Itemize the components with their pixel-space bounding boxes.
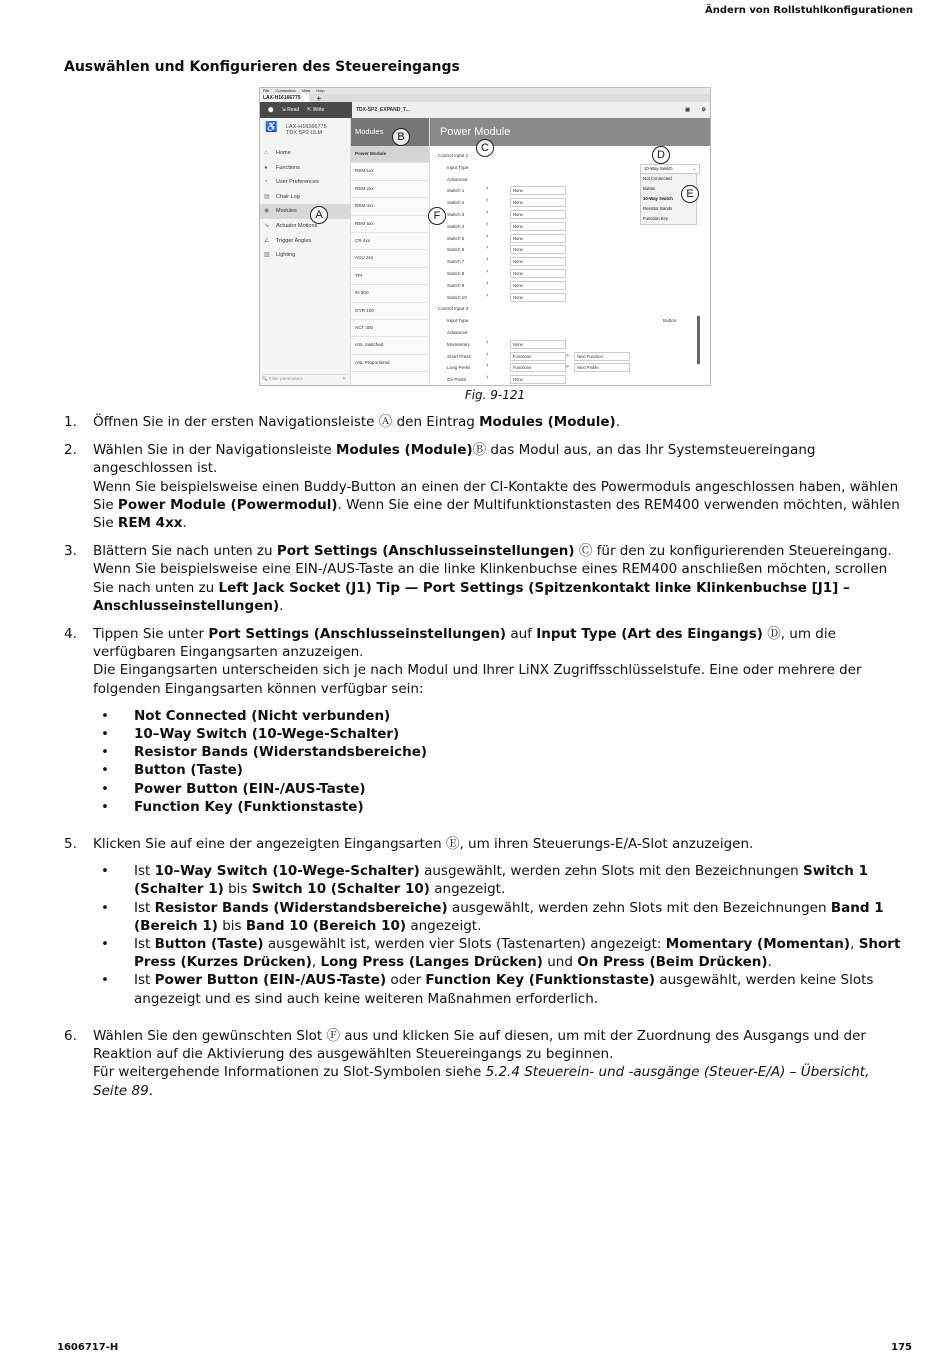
parameter-label: Switch 6 [447,247,465,253]
nav-chair-log: ▤ Chair Log [260,190,350,205]
parameter-row [430,244,700,256]
parameter-label: Long Press [447,365,471,371]
option-resistor-bands: Resistor Bands [643,206,673,211]
chevron-right-icon: › [486,338,489,346]
parameter-value: None [510,340,566,349]
parameter-value: None [510,210,566,219]
nav-trigger-angles: ∠ Trigger Angles [260,234,350,249]
main-heading: Power Module [430,118,710,146]
parameter-row [430,315,700,327]
option-function-key: Function Key [643,216,669,221]
parameter-label: Short Press [447,353,471,359]
parameter-label: Switch 9 [447,282,465,288]
chevron-right-icon: › [486,362,489,370]
figure-caption: Fig. 9-121 [464,388,526,402]
parameter-row [430,280,700,292]
module-item: TPI [351,268,429,285]
arrow-icon: > [566,352,569,359]
menu-view: View [301,88,311,93]
chevron-right-icon: › [486,256,489,264]
document-icon: ▣ [685,107,690,113]
parameter-label: On Press [447,377,467,383]
modules-icon: ◉ [264,208,270,215]
module-item: ACT 400 [351,320,429,337]
wheelchair-icon: ♿ [265,122,278,133]
parameter-label: Advanced [447,176,468,182]
parameter-value: None [510,234,566,243]
parameter-row [430,292,700,304]
chevron-right-icon: › [486,232,489,240]
filter-input: 🔍 Filter parameters ✕ [262,376,346,381]
figure-modules-list [351,118,430,385]
nav-functions: ● Functions [260,161,350,176]
parameter-label: Switch 5 [447,235,465,241]
parameter-group [430,303,700,315]
parameter-value: Functions [510,363,566,372]
parameter-row [430,339,700,351]
step-4: 4. Tippen Sie unter Port Settings (Anschlusseinstellungen) auf Input Type (Art des Eingangs) Ⓓ, um die verfügbaren Eingangsarten anzuzeigen. Die Eingangsarten unterscheiden sich je nach Modul und Ihrer LiNX Zugriffsschlüsselstufe. Eine oder mehrere der folgenden Eingangsarten können verfügbar sein: • Not Connected (Nicht verbunden) • 10–Way Switch (10-Wege-Schalter) • Resistor Bands (Widerstandsbereiche) • Button (Taste) • Power Button (EIN-/AUS-Taste) • Function Key (Funktionstaste) [64,626,862,815]
user-icon: ◔ [264,179,268,186]
chevron-right-icon: › [486,374,489,382]
module-item: REM 1xx [351,163,429,180]
screenshot-figure [259,87,711,386]
plus-icon: + [316,93,322,103]
callout-b: B [392,128,410,146]
parameter-value: None [510,281,566,290]
parameter-right-value: Button [663,318,677,324]
parameter-label: Switch 8 [447,271,465,276]
parameter-label: Switch 10 [447,294,467,300]
section-title: Auswählen und Konfigurieren des Steuereingangs [64,59,460,75]
step-5: 5. Klicken Sie auf eine der angezeigten Eingangsarten Ⓔ, um ihren Steuerungs-E/A-Slot anzuzeigen. • Ist 10–Way Switch (10-Wege-Schalter) ausgewählt, werden zehn Slots mit den Bezeichnungen Switch 1 (Schalter 1) bis Switch 10 (Schalter 10) angezeigt. • Ist Resistor Bands (Widerstandsbereiche) ausgewählt, werden zehn Slots mit den Bezeichnungen Band 1 (Bereich 1) bis Band 10 (Bereich 10) angezeigt. • Ist Button (Taste) ausgewählt ist, werden vier Slots (Tastenarten) angezeigt: Momentary (Momentan), Short Press (Kurzes Drücken), Long Press (Langes Drücken) und On Press (Beim Drücken). • Ist Power Button (EIN-/AUS-Taste) oder Function Key (Funktionstaste) ausgewählt, werden keine Slots angezeigt und es sind auch keine weiteren Maßnahmen erforderlich. [64,836,901,1007]
angle-icon: ∠ [264,237,270,244]
parameter-label: Momentary [447,341,470,347]
nav-lighting: ▥ Lighting [260,248,350,263]
menu-help: Help [316,88,325,93]
module-item: REM 2xx [351,181,429,198]
menu-file: File [263,88,270,93]
modules-heading: Modules [351,118,429,146]
chevron-right-icon: › [486,279,489,287]
input-type-dropdown: 10-Way Switch ⌄ [640,164,700,174]
module-item: ASL Proportional [351,355,429,372]
parameter-value: None [510,186,566,195]
parameter-value: None [510,375,566,384]
parameter-label: Control Input 2 [438,153,469,158]
step-2: 2. Wählen Sie in der Navigationsleiste Modules (Module)Ⓑ das Modul aus, an das Ihr Systemsteuereingang angeschlossen ist. Wenn Sie beispielsweise einen Buddy-Button an einen der CI-Kontakte des Powermoduls angeschlossen haben, wählen Sie Power Module (Powermodul). Wenn Sie eine der Multifunktionstasten des REM400 verwenden möchten, wählen Sie REM 4xx. [64,442,900,532]
parameter-value: None [510,245,566,254]
instructions [64,413,906,1110]
step-6: 6. Wählen Sie den gewünschten Slot Ⓕ aus und klicken Sie auf diesen, um mit der Zuordnung des Ausgangs und der Reaktion auf die Aktivierung des ausgewählten Steuereingangs zu beginnen. Für weitergehende Informationen zu Slot-Symbolen siehe 5.2.4 Steuerein- und -ausgänge (Steuer-E/A) – Übersicht, Seite 89. [64,1027,870,1099]
module-item: GYR 100 [351,303,429,320]
parameter-row [430,327,700,339]
parameter-label: Switch 4 [447,223,465,229]
module-item: IN 500 [351,285,429,302]
parameter-row [430,256,700,268]
callout-d: D [652,146,670,164]
callout-a: A [310,206,328,224]
chevron-right-icon: › [486,220,489,228]
figure-config-title: TDX-SP2_EXPAND_T... ▣ ⚙ [352,102,711,118]
device-info: ♿ LAX-H16166775 TDX SP2 ULM [265,122,327,136]
scrollbar [697,316,700,364]
actuator-icon: ↘ [264,222,270,229]
chevron-right-icon: › [486,185,489,193]
parameter-label: Switch 2 [447,200,465,206]
running-header: Ändern von Rollstuhlkonfigurationen [705,5,913,16]
menu-connection: Connection [275,88,296,93]
parameter-row [430,362,700,374]
chevron-right-icon: › [486,350,489,358]
parameter-value: None [510,257,566,266]
module-item: REM 4xx [351,198,429,215]
option-not-connected: Not Connected [643,176,672,181]
chevron-right-icon: › [486,244,489,252]
parameter-row [430,233,700,245]
parameter-row [430,374,700,386]
parameter-label: Control Input 3 [438,306,469,312]
parameter-label: Input Type [447,164,469,170]
write-button: ⇱ Write [307,107,325,113]
parameter-row [430,268,700,280]
nav-modules: ◉ Modules [260,204,350,219]
option-button: Button [643,186,656,191]
parameter-value-secondary: Next Function [574,352,630,361]
figure-tab: LAX-H16166775 [260,94,309,102]
parameter-label: Advanced [447,330,468,335]
parameter-value: None [510,293,566,302]
chevron-right-icon: › [486,197,489,205]
nav-user-preferences: ◔ User Preferences [260,175,350,190]
figure-left-nav [260,118,351,385]
lighting-icon: ▥ [264,252,270,259]
chevron-down-icon: ⌄ [692,166,696,171]
connect-icon: ⬤ [268,107,274,113]
parameter-label: Switch 3 [447,212,465,217]
parameter-label: Switch 1 [447,188,465,194]
callout-e: E [681,185,699,203]
nav-actuator-motions: ↘ Actuator Motions [260,219,350,234]
document-number: 1606717-H [57,1342,119,1353]
chevron-right-icon: › [486,209,489,216]
parameter-value: None [510,269,566,278]
parameter-value: None [510,222,566,231]
module-item: Power Module [351,146,429,163]
parameter-label: Switch 7 [447,259,465,265]
option-10-way-switch: 10-Way Switch [643,196,673,201]
module-item: ASL Switched [351,337,429,354]
functions-icon: ● [264,164,268,171]
parameter-value-secondary: Next Profile [574,363,630,372]
parameter-value: None [510,198,566,207]
chevron-right-icon: › [486,291,489,299]
step-1: 1. Öffnen Sie in der ersten Navigationsleiste Ⓐ den Eintrag Modules (Module). [64,414,621,430]
arrow-icon: > [566,364,569,371]
settings-icon: ⚙ [701,107,706,113]
callout-f: F [428,207,446,225]
module-item: REM 5xx [351,216,429,233]
callout-c: C [476,139,494,157]
module-item: CR 4xx [351,233,429,250]
parameter-value: Functions [510,352,566,361]
parameter-label: Input Type [447,318,469,324]
home-icon: ⌂ [264,150,268,156]
page-number: 175 [891,1342,912,1353]
module-item: ACU 2xx [351,250,429,267]
step-3: 3. Blättern Sie nach unten zu Port Settings (Anschlusseinstellungen) Ⓒ für den zu konfigurierenden Steuereingang. Wenn Sie beispielsweise eine EIN-/AUS-Taste an die linke Klinkenbuchse eines REM400 anschließen möchten, scrollen Sie nach unten zu Left Jack Socket (J1) Tip — Port Settings (Spitzenkontakt linke Klinkenbuchse [J1] – Anschlusseinstellungen). [64,543,892,614]
nav-home: ⌂ Home [260,146,350,161]
figure-tabbar [260,94,710,102]
chevron-right-icon: › [486,268,489,275]
close-icon: ✕ [342,376,346,381]
read-button: ⇲ Read [281,107,300,113]
parameter-row [430,351,700,363]
log-icon: ▤ [264,193,270,200]
